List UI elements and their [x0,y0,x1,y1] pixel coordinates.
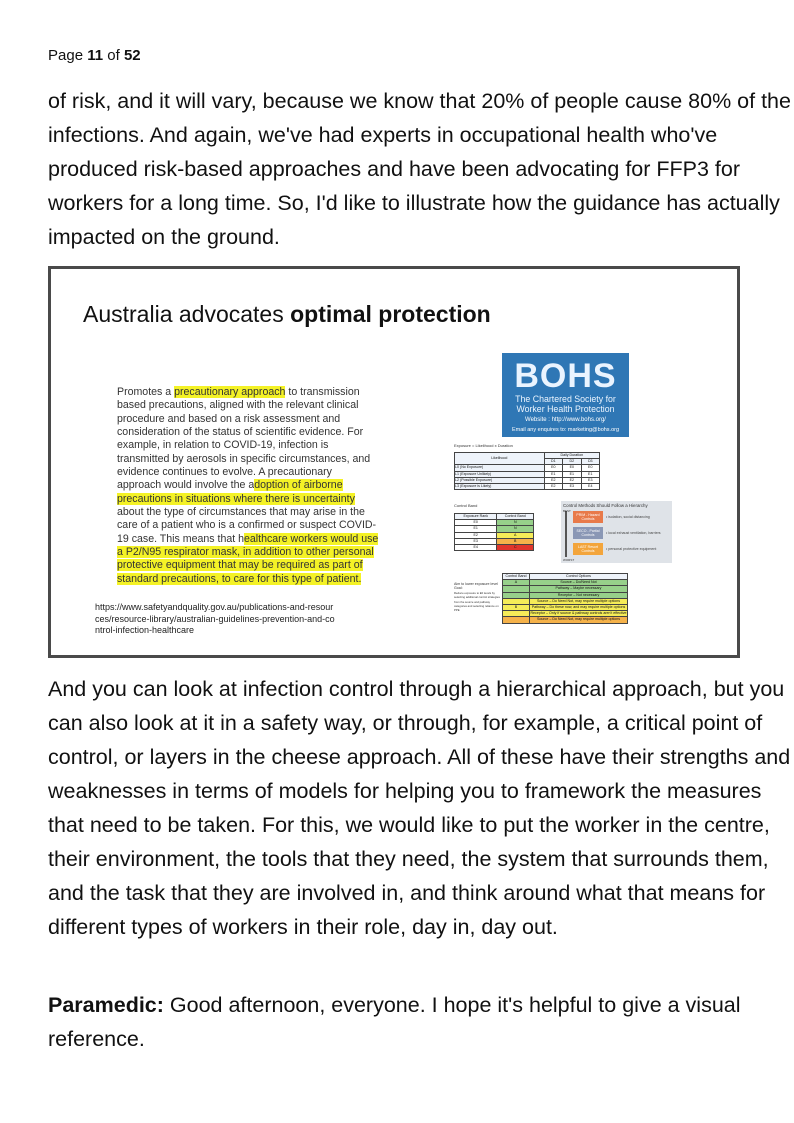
matrix-caption: Exposure = Likelihood x Duration [454,443,513,448]
embedded-slide-image [48,266,740,658]
highlight-1: precautionary approach [174,386,286,398]
speaker-label: Paramedic: [48,993,164,1017]
matrix-cell: E4 [581,483,599,489]
options-text: Source – Do Need Not, may require multiple options [530,598,628,604]
options-text: Receptor – Only if source & pathway controls aren't effective [530,611,627,616]
options-text: Pathway – Do these now, and may require multiple options [530,604,628,610]
bohs-logo: BOHS [514,357,617,395]
band-value: N [497,526,534,532]
highlight-3: ealthcare workers would use a P2/N95 respirator mask, in addition to other personal protective equipment that may be required as part of standard precautions, to care for this type of patient. [117,532,379,585]
hierarchy-best: BEST [563,509,571,513]
matrix-cell: E0 [581,465,599,471]
control-band-table [454,513,534,551]
exposure-matrix-table [454,452,600,490]
matrix-cell: E2 [563,477,581,483]
matrix-cell: E1 [563,471,581,477]
matrix-cell: E0 [544,465,562,471]
hierarchy-desc-2: • local exhaust ventilation, barriers [606,531,661,535]
options-h1: Control Band [503,574,530,580]
band-rank: E3 [455,538,497,544]
options-text: Source – Do/Need Not [530,580,628,586]
bohs-tagline: The Chartered Society for Worker Health Protection [515,394,616,414]
options-text: Source – Do Need Not, may require multiple options [530,617,628,623]
likelihood-header: Likelihood [455,453,545,465]
matrix-cell: E1 [581,471,599,477]
paragraph-1: of risk, and it will vary, because we know that 20% of people cause 80% of the infections. And again, we've had experts in occupational health who've produced risk-based approaches and have been advocating for FFP3 for workers for a long time. So, I'd like to illustrate how the guidance has actually impacted on the ground. [48,89,791,249]
options-h2: Control Options [530,574,628,580]
bohs-website: Website : http://www.bohs.org/ [525,417,606,423]
band-rank: E4 [455,544,497,550]
bohs-email: Email any enquires to: marketing@bohs.org [511,427,620,433]
options-band: A [503,580,530,586]
options-row [503,617,628,623]
highlight-2: doption of airborne precautions in situations where there is uncertainty [117,479,355,505]
options-band: B [503,604,530,610]
band-value: C [497,544,534,550]
hierarchy-row-3: LAST Resort Controls [573,543,603,555]
hierarchy-row-2: SECO - Partial Controls [573,527,603,539]
band-value: A [497,532,534,538]
hierarchy-row-1: PRIM - Hazard Controls [573,511,603,523]
control-options-table [502,573,628,624]
matrix-cell: E0 [563,465,581,471]
band-row [455,544,534,550]
matrix-row-label: L3 (Exposure is Likely) [455,483,545,489]
hierarchy-arrow [565,511,567,557]
bohs-logo-panel [502,353,629,437]
hierarchy-worst: WORST [563,558,575,562]
hierarchy-desc-1: • isolation, social distancing [606,515,650,519]
band-h2: Control Band [497,514,534,520]
slide-source-url: https://www.safetyandquality.gov.au/publications-and-resources/resource-library/australian-guidelines-prevention-and-control-infection-healthcare [95,602,335,635]
hierarchy-desc-3: • personal protective equipment [606,547,657,551]
matrix-cell: E1 [544,471,562,477]
matrix-col-header: D2 [563,459,581,465]
matrix-row-label: L0 (No Exposure) [455,465,545,471]
matrix-cell: E3 [581,477,599,483]
matrix-row [455,483,600,489]
paragraph-2: And you can look at infection control through a hierarchical approach, but you can also look at it in a safety way, or through, for example, a critical point of control, or layers in the cheese approach. All of these have their strengths and weaknesses in terms of models for helping you to framework the measures that need to be taken. For this, we would like to put the worker in the centre, their environment, the tools that they need, the system that surrounds them, and the task that they are involved in, and think around what that means for different types of workers in their role, day in, day out. [48,677,791,939]
band-rank: E0 [455,520,497,526]
options-text: Pathway – Maybe necessary [530,586,628,592]
page-number: Page 11 of 52 [48,47,141,64]
matrix-col-header: D1 [544,459,562,465]
options-text: Receptor – Not necessary [530,592,628,598]
options-aim: Aim to lower exposure level Goal: Reduce exposure to E0 levels by selecting additional control strategies from the source and pathway categories and selecting reliance on PPE [454,582,500,613]
options-band [503,617,530,623]
band-h1: Exposure Rank [455,514,497,520]
slide-body-text: Promotes a precautionary approach to transmission based precautions, aligned with the relevant clinical procedure and based on a risk assessment and consideration of the status of scientific evidence. For example, in relation to COVID-19, infection is transmitted by aerosols in specific circumstances, and evidence continues to evolve. A precautionary approach would involve the adoption of airborne precautions in situations where there is uncertainty about the type of circumstances that may arise in the care of a patient who is a confirmed or suspect COVID-19 case. This means that healthcare workers would use a P2/N95 respirator mask, in addition to other personal protective equipment that may be required as part of standard precautions, to care for this type of patient. [117,386,379,585]
hierarchy-title: Control Methods Should Follow a Hierarchy [563,503,648,508]
matrix-col-header: D3 [581,459,599,465]
paragraph-3: Paramedic: Good afternoon, everyone. I hope it's helpful to give a visual reference. [48,993,741,1051]
band-rank: E2 [455,532,497,538]
band-value: B [497,538,534,544]
band-rank: E1 [455,526,497,532]
matrix-cell: E2 [544,477,562,483]
slide-title: Australia advocates optimal protection [83,301,491,327]
hierarchy-panel [561,501,672,563]
matrix-row-label: L1 (Exposure Unlikely) [455,471,545,477]
matrix-row-label: L2 (Possible Exposure) [455,477,545,483]
matrix-cell: E3 [563,483,581,489]
band-value: N [497,520,534,526]
matrix-cell: E2 [544,483,562,489]
band-caption: Control Band [454,503,478,508]
duration-header: Daily Duration [544,453,599,459]
